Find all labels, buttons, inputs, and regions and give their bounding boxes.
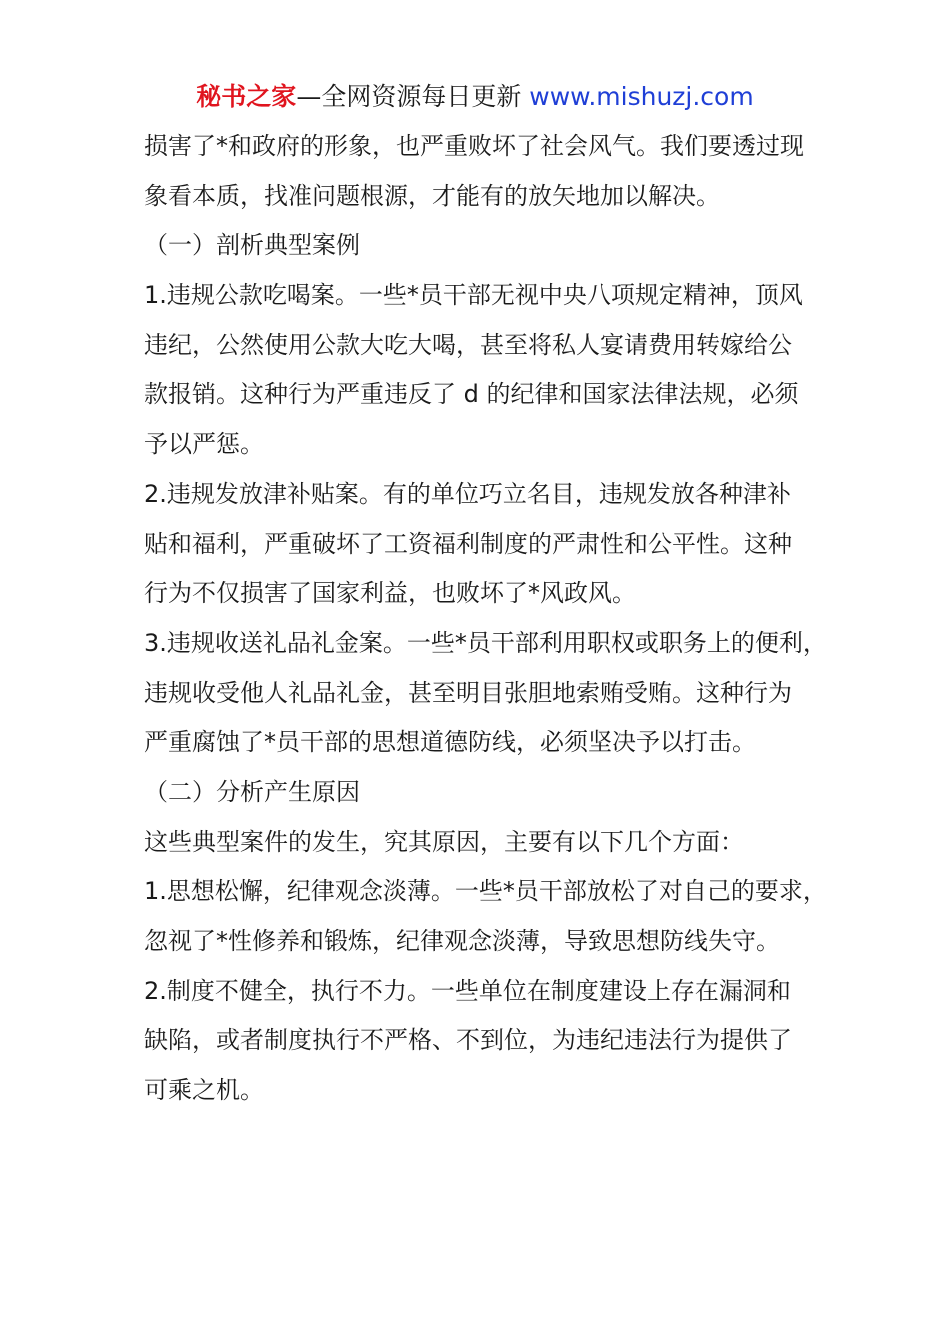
- brand-name: 秘书之家: [196, 82, 297, 111]
- text-line: 予以严惩。: [144, 430, 264, 459]
- text-line: 行为不仅损害了国家利益，也败坏了*风政风。: [144, 579, 636, 608]
- site-url[interactable]: www.mishuzj.com: [529, 82, 754, 111]
- section-heading: （一）剖析典型案例: [144, 231, 360, 260]
- text-line: 象看本质，找准问题根源，才能有的放矢地加以解决。: [144, 181, 720, 210]
- text-line: 缺陷，或者制度执行不严格、不到位，为违纪违法行为提供了: [144, 1026, 792, 1055]
- text-line: 1.思想松懈，纪律观念淡薄。一些*员干部放松了对自己的要求，: [144, 877, 827, 906]
- text-line: 2.制度不健全，执行不力。一些单位在制度建设上存在漏洞和: [144, 976, 791, 1005]
- text-line: 违纪，公然使用公款大吃大喝，甚至将私人宴请费用转嫁给公: [144, 330, 792, 359]
- text-line: 损害了*和政府的形象，也严重败坏了社会风气。我们要透过现: [144, 132, 804, 160]
- text-line: 3.违规收送礼品礼金案。一些*员干部利用职权或职务上的便利，: [144, 628, 827, 657]
- header-tagline: —全网资源每日更新: [296, 82, 522, 111]
- text-line: 2.违规发放津补贴案。有的单位巧立名目，违规发放各种津补: [144, 479, 791, 508]
- text-line: 违规收受他人礼品礼金，甚至明目张胆地索贿受贿。这种行为: [144, 678, 792, 707]
- text-line: 贴和福利，严重破坏了工资福利制度的严肃性和公平性。这种: [144, 529, 792, 558]
- text-line: 1.违规公款吃喝案。一些*员干部无视中央八项规定精神，顶风: [144, 281, 803, 310]
- section-heading: （二）分析产生原因: [144, 777, 360, 806]
- document-body: [144, 122, 834, 1116]
- text-line: 严重腐蚀了*员干部的思想道德防线，必须坚决予以打击。: [144, 728, 756, 757]
- page-header: [0, 80, 950, 114]
- text-line: 忽视了*性修养和锻炼，纪律观念淡薄，导致思想防线失守。: [144, 927, 780, 955]
- text-line: 可乘之机。: [144, 1076, 264, 1105]
- text-line: 款报销。这种行为严重违反了 d 的纪律和国家法律法规，必须: [144, 380, 799, 409]
- text-line: 这些典型案件的发生，究其原因，主要有以下几个方面：: [144, 827, 744, 856]
